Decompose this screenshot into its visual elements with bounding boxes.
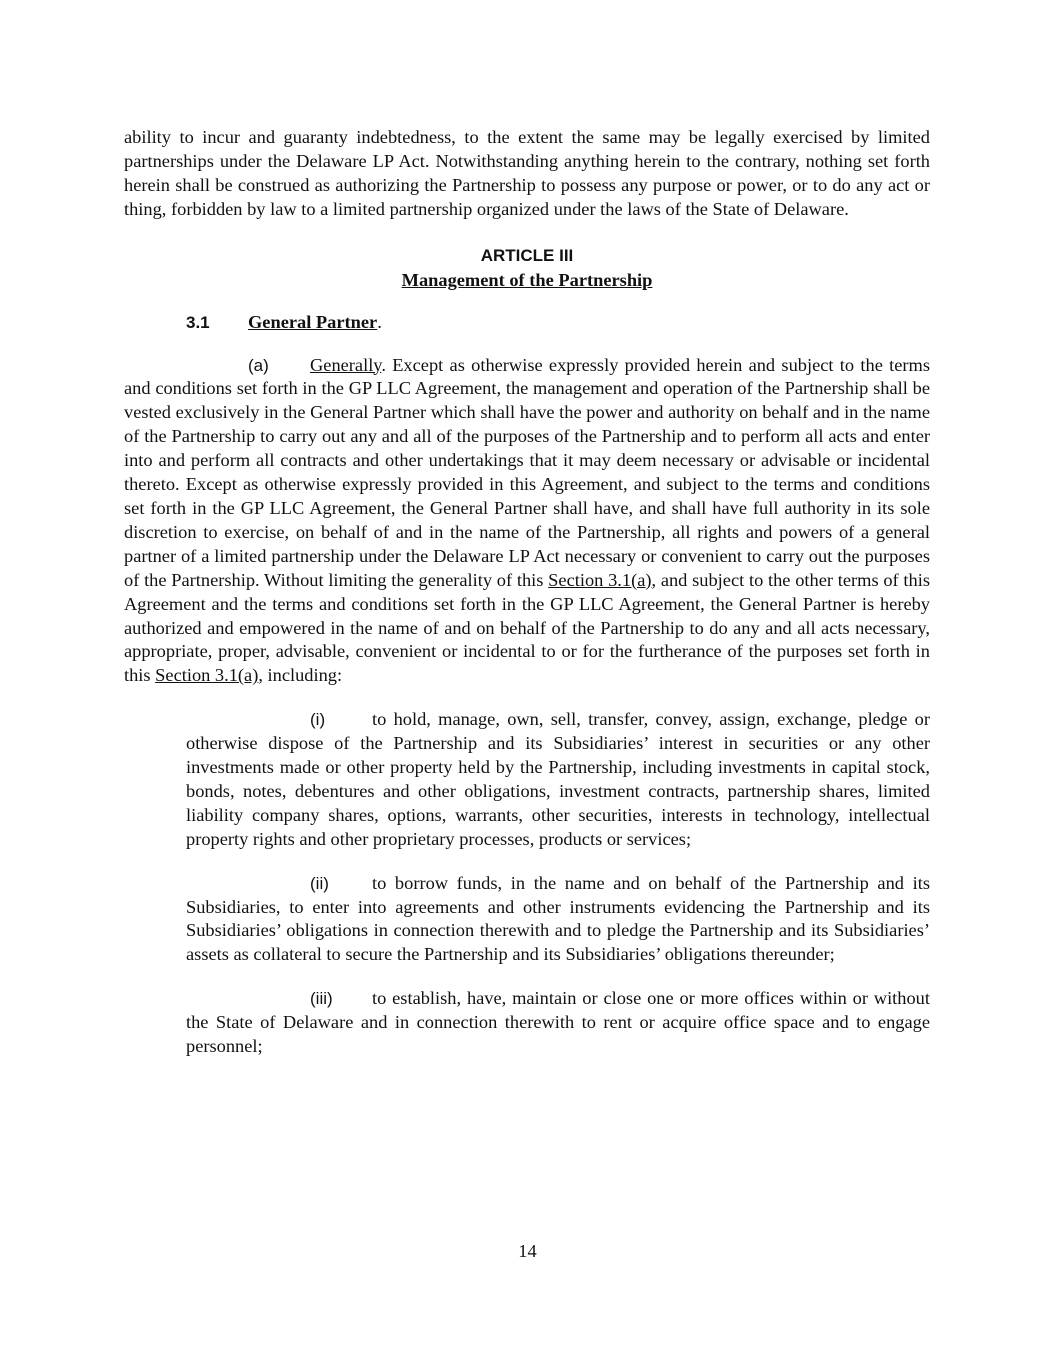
paragraph-a-text-3: , including: — [258, 665, 343, 686]
sub-item-list — [124, 708, 930, 1059]
paragraph-a — [124, 354, 930, 689]
paragraph-a-text-2: , and subject to the other terms of this Agreement and the terms and conditions set forth in the GP LLC Agreement, the General Partner is hereby authorized and empowered in the name of and on behalf of the Partnership to do any and all acts necessary, appropriate, proper, advisable, convenient or incidental to or for the furtherance of the purposes set forth in this — [124, 569, 930, 686]
section-title-suffix: . — [377, 311, 382, 332]
page-number: 14 — [518, 1241, 537, 1261]
list-item — [186, 708, 930, 851]
item-text: to establish, have, maintain or close one or more offices within or without the State of Delaware and in connection therewith to rent or acquire office space and to engage personnel; — [186, 988, 930, 1057]
list-item — [186, 872, 930, 968]
list-item — [186, 987, 930, 1059]
item-label: (ii) — [310, 873, 329, 893]
section-number: 3.1 — [186, 312, 210, 332]
paragraph-a-label: (a) — [248, 355, 269, 375]
section-reference-2: Section 3.1(a) — [155, 665, 259, 686]
article-heading — [124, 244, 930, 292]
item-text: to borrow funds, in the name and on behalf of the Partnership and its Subsidiaries, to enter into agreements and other instruments evidencing the Partnership and its Subsidiaries’ obligations in connection therewith and to pledge the Partnership and its Subsidiaries’ assets as collateral to secure the Partnership and its Subsidiaries’ obligations thereunder; — [186, 872, 930, 965]
section-reference-1: Section 3.1(a) — [548, 569, 652, 590]
item-label: (iii) — [310, 989, 333, 1009]
article-title: Management of the Partnership — [401, 269, 653, 290]
intro-paragraph: ability to incur and guaranty indebtedness, to the extent the same may be legally exercised by limited partnerships under the Delaware LP Act. Notwithstanding anything herein to the contrary, nothing set forth herein shall be construed as authorizing the Partnership to possess any purpose or power, or to do any act or thing, forbidden by law to a limited partnership organized under the laws of the State of Delaware. — [124, 127, 930, 219]
section-heading — [124, 311, 930, 335]
item-label: (i) — [310, 710, 326, 730]
item-text: to hold, manage, own, sell, transfer, convey, assign, exchange, pledge or otherwise dispose of the Partnership and its Subsidiaries’ interest in securities or any other investments made or other property held by the Partnership, including investments in capital stock, bonds, notes, debentures and other obligations, investment contracts, partnership shares, limited liability company shares, options, warrants, other securities, interests in technology, intellectual property rights and other proprietary processes, products or services; — [186, 709, 930, 849]
article-number: ARTICLE III — [480, 245, 574, 265]
paragraph-a-text-1: . Except as otherwise expressly provided herein and subject to the terms and conditions set forth in the GP LLC Agreement, the management and operation of the Partnership shall be vested exclusively in the General Partner which shall have the power and authority on behalf and in the name of the Partnership to carry out any and all of the purposes of the Partnership and to perform all acts and enter into and perform all contracts and other undertakings that it may deem necessary or advisable or incidental thereto. Except as otherwise expressly provided in this Agreement, and subject to the terms and conditions set forth in the GP LLC Agreement, the General Partner shall have, and shall have full authority in its sole discretion to exercise, on behalf of and in the name of the Partnership, all rights and powers of a general partner of a limited partnership under the Delaware LP Act necessary or convenient to carry out the purposes of the Partnership. Without limiting the generality of this — [124, 354, 930, 590]
paragraph-a-heading: Generally — [310, 354, 382, 375]
section-title: General Partner — [248, 311, 378, 332]
document-page — [124, 126, 930, 1059]
